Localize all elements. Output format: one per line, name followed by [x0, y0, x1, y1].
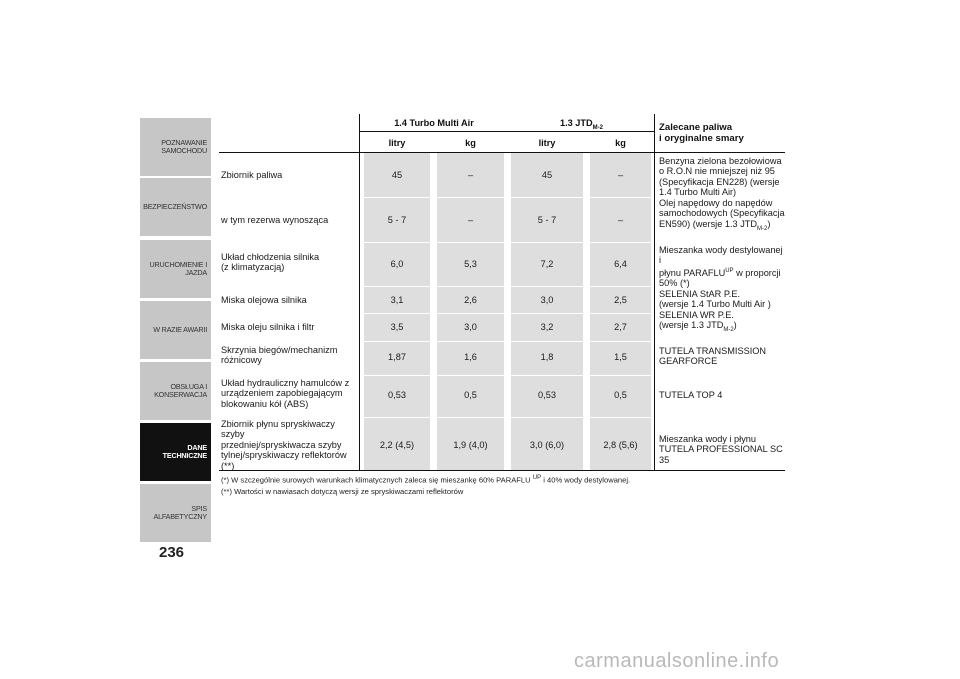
tab-label: POZNAWANIE SAMOCHODU [161, 137, 207, 155]
recommend-fuel-petrol: Benzyna zielona bezołowiowa o R.O.N nie mniejszej niż 95 (Specyfikacja EN228) (wersje 1.4 Turbo Multi Air) [659, 156, 782, 198]
tab-label: BEZPIECZEŃSTWO [143, 201, 207, 211]
tab-dane-techniczne[interactable] [140, 423, 211, 481]
tab-spis-alfabetyczny[interactable] [140, 484, 211, 542]
row-separator [364, 417, 651, 418]
watermark: carmanualsonline.info [574, 650, 780, 672]
engine2-header [509, 118, 654, 131]
footnote-1 [221, 475, 630, 485]
engine2-main: 1.3 JTD [559, 118, 593, 128]
recommend-fuel-diesel-end: ) [767, 218, 771, 229]
cell-value: 3,2 [540, 322, 554, 332]
col-kg-1: kg [465, 138, 476, 148]
recommend-engine-oil-text: SELENIA StAR P.E. (wersje 1.4 Turbo Multi Air ) SELENIA WR P.E. (wersje 1.3 JTD [659, 289, 771, 331]
row-name-fuel-tank: Zbiornik paliwa [221, 170, 283, 180]
capacities-table [219, 114, 785, 471]
cell-value: 3,0 [540, 295, 554, 305]
cell-value: 45 [391, 170, 403, 180]
col-kg-2: kg [615, 138, 626, 148]
tab-w-razie-awarii[interactable] [140, 301, 211, 359]
tab-label: OBSŁUGA I KONSERWACJA [154, 381, 207, 399]
recommend-header [659, 122, 785, 144]
column-rule [654, 114, 655, 471]
recommend-coolant-sup: UP [725, 267, 734, 274]
cell-value: 2,2 (4,5) [379, 440, 415, 450]
row-name-brakes: Układ hydrauliczny hamulców z urządzeniem zapobiegającym blokowaniu kół (ABS) [221, 378, 350, 409]
cell-value: 0,53 [538, 390, 556, 400]
footnote-1-end: i 40% wody destylowanej. [541, 475, 631, 485]
footnote-1-sup: UP [532, 475, 542, 481]
row-separator [364, 375, 651, 376]
cell-value: 0,53 [388, 390, 406, 400]
recommend-fuel-diesel-text: Olej napędowy do napędów samochodowych (Specyfikacja EN590) (wersje 1.3 JTD [659, 198, 785, 229]
shade-col-litry-2 [511, 152, 583, 471]
cell-value: – [467, 170, 474, 180]
tab-label: SPIS ALFABETYCZNY [153, 503, 207, 521]
recommend-fuel-diesel [659, 198, 785, 234]
row-name-cooling: Układ chłodzenia silnika (z klimatyzacją) [221, 252, 320, 273]
cell-value: 3,0 [464, 322, 477, 332]
row-separator [364, 286, 651, 287]
page-number: 236 [159, 544, 185, 561]
cell-value: 0,5 [614, 390, 627, 400]
tab-obsluga-konserwacja[interactable] [140, 362, 211, 420]
row-separator [364, 313, 651, 314]
recommend-engine-oil [659, 289, 785, 335]
row-separator [364, 197, 651, 198]
cell-value: 5,3 [464, 259, 477, 269]
cell-value: 6,4 [614, 259, 627, 269]
cell-value: 45 [541, 170, 553, 180]
recommend-header-line1: Zalecane paliwa [659, 122, 733, 133]
cell-value: – [467, 215, 474, 225]
footnote-1-text: (*) W szczególnie surowych warunkach klimatycznych zaleca się mieszankę 60% PARAFLU [221, 475, 533, 485]
cell-value: 1,9 (4,0) [453, 440, 488, 450]
shade-col-kg-2 [590, 152, 651, 471]
recommend-gear-oil: TUTELA TRANSMISSION GEARFORCE [659, 346, 767, 367]
tab-bezpieczenstwo[interactable] [140, 178, 211, 236]
col-litry-2: litry [538, 138, 556, 148]
tab-label: URUCHOMIENIE I JAZDA [149, 259, 207, 277]
shade-col-kg-1 [437, 152, 504, 471]
recommend-coolant-end: w proporcji 50% (*) [659, 267, 781, 289]
cell-value: 1,87 [388, 352, 406, 362]
col-litry-1: litry [388, 138, 406, 148]
recommend-header-line2: i oryginalne smary [659, 133, 744, 144]
tab-uruchomienie-jazda[interactable] [140, 240, 211, 298]
cell-value: 3,0 (6,0) [529, 440, 565, 450]
recommend-washer-fluid: Mieszanka wody i płynu TUTELA PROFESSIONAL SC 35 [659, 434, 783, 465]
recommend-engine-oil-sub: M-2 [723, 327, 734, 334]
header-bottom-rule [219, 152, 785, 153]
row-separator [364, 242, 651, 243]
cell-value: – [617, 215, 624, 225]
cell-value: 2,5 [614, 295, 627, 305]
shade-col-litry-1 [364, 152, 430, 471]
cell-value: – [617, 170, 624, 180]
cell-value: 6,0 [390, 259, 404, 269]
cell-value: 1,8 [540, 352, 554, 362]
row-name-gearbox: Skrzynia biegów/mechanizm różnicowy [221, 345, 338, 366]
engine1-header: 1.4 Turbo Multi Air [394, 118, 474, 128]
recommend-coolant [659, 245, 785, 289]
cell-value: 2,8 (5,6) [603, 440, 638, 450]
recommend-fuel-diesel-sub: M-2 [757, 225, 768, 232]
recommend-engine-oil-end: ) [733, 320, 737, 331]
cell-value: 3,5 [390, 322, 404, 332]
tab-label: DANE TECHNICZNE [162, 442, 207, 460]
cell-value: 2,7 [614, 322, 627, 332]
tab-poznawanie-samochodu[interactable] [140, 118, 211, 176]
row-name-washer: Zbiornik płynu spryskiwaczy szyby przedniej/spryskiwacza szyby tylnej/spryskiwaczy reflektorów (**) [221, 419, 347, 471]
footnote-2: (**) Wartości w nawiasach dotyczą wersji ze spryskiwaczami reflektorów [221, 487, 464, 496]
cell-value: 2,6 [464, 295, 477, 305]
row-name-reserve: w tym rezerwa wynosząca [221, 215, 329, 225]
engine2-sub: M-2 [592, 124, 604, 131]
cell-value: 1,6 [464, 352, 477, 362]
cell-value: 0,5 [464, 390, 477, 400]
cell-value: 7,2 [540, 259, 554, 269]
row-name-oil-sump-filter: Miska oleju silnika i filtr [221, 322, 315, 332]
row-name-oil-sump: Miska olejowa silnika [221, 295, 307, 305]
cell-value: 1,5 [614, 352, 627, 362]
column-rule [359, 114, 360, 471]
tab-label: W RAZIE AWARII [153, 324, 207, 334]
recommend-brake-fluid: TUTELA TOP 4 [659, 390, 723, 400]
cell-value: 3,1 [390, 295, 404, 305]
cell-value: 5 - 7 [387, 215, 407, 225]
recommend-coolant-text: Mieszanka wody destylowanej i płynu PARAFLU [659, 245, 783, 278]
header-rule [359, 131, 654, 132]
cell-value: 5 - 7 [537, 215, 557, 225]
row-separator [364, 341, 651, 342]
